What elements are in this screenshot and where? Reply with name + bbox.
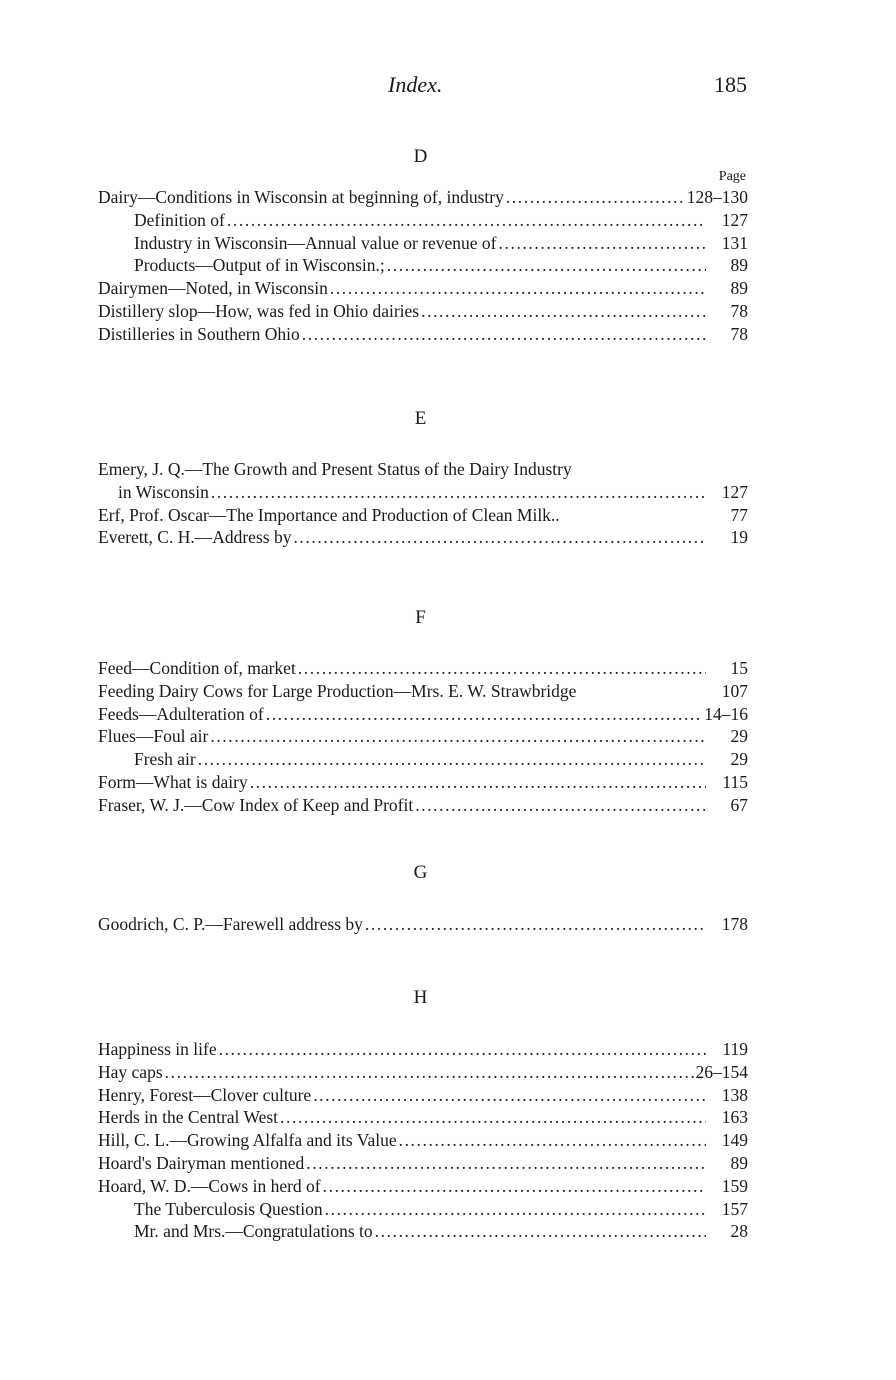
- entry-label: Henry, Forest—Clover culture: [98, 1084, 312, 1105]
- index-entry-continuation: [98, 481, 748, 504]
- entry-page: 163: [721, 1107, 748, 1128]
- entry-label: Everett, C. H.—Address by: [98, 527, 292, 548]
- index-subentry: [98, 232, 748, 255]
- entry-label: Products—Output of in Wisconsin.;: [134, 255, 385, 276]
- entry-label: Feed—Condition of, market: [98, 658, 296, 678]
- entry-list: [98, 458, 748, 549]
- dot-leader: [250, 771, 706, 794]
- section-d: [98, 146, 748, 346]
- entry-page: 19: [730, 527, 748, 548]
- entry-label: Mr. and Mrs.—Congratulations to: [134, 1221, 373, 1242]
- entry-label: Hoard's Dairyman mentioned: [98, 1152, 305, 1173]
- entry-page: 78: [730, 300, 748, 321]
- entry-label: Fraser, W. J.—Cow Index of Keep and Profit: [98, 794, 414, 815]
- index-entry: [98, 1175, 748, 1198]
- index-entry: [98, 1084, 748, 1107]
- dot-leader: [365, 913, 706, 936]
- entry-page: 115: [722, 771, 748, 792]
- index-entry: [98, 794, 748, 817]
- dot-leader: [415, 794, 706, 817]
- entry-page: 14–16: [704, 703, 748, 724]
- entry-label: Feeds—Adulteration of: [98, 703, 264, 724]
- index-subentry: [98, 209, 748, 232]
- entry-label: Happiness in life: [98, 1039, 217, 1059]
- index-entry: [98, 300, 748, 323]
- running-title: Index.: [388, 72, 443, 97]
- dot-leader: [499, 232, 706, 255]
- entry-label: Hoard, W. D.—Cows in herd of: [98, 1175, 321, 1196]
- section-letter: F: [415, 607, 426, 628]
- index-entry: [98, 1152, 748, 1175]
- section-letter: H: [413, 987, 428, 1008]
- entry-page: 127: [721, 209, 748, 230]
- entry-list: [98, 913, 748, 936]
- entry-page: 26–154: [695, 1061, 748, 1082]
- dot-leader: [330, 277, 706, 300]
- dot-leader: [210, 725, 706, 748]
- dot-leader: [211, 481, 706, 504]
- dot-leader: [280, 1106, 706, 1129]
- index-entry: [98, 186, 748, 209]
- index-entry: [98, 323, 748, 346]
- running-head: [0, 72, 896, 106]
- section-e: [98, 408, 748, 549]
- dot-leader: [323, 1175, 706, 1198]
- entry-list: [98, 186, 748, 346]
- entry-label: Dairy—Conditions in Wisconsin at beginning of, industry: [98, 187, 504, 207]
- index-entry: [98, 913, 748, 936]
- entry-label: Form—What is dairy: [98, 771, 248, 792]
- index-entry: [98, 1061, 748, 1084]
- entry-page: 77: [730, 504, 748, 525]
- index-entry: [98, 277, 748, 300]
- entry-page: 149: [721, 1130, 748, 1151]
- entry-label: Distilleries in Southern Ohio: [98, 323, 300, 344]
- entry-page: 89: [730, 255, 748, 276]
- entry-page: 89: [730, 1152, 748, 1173]
- entry-label: Emery, J. Q.—The Growth and Present Status of the Dairy Industry: [98, 459, 572, 479]
- entry-label: Dairymen—Noted, in Wisconsin: [98, 278, 328, 299]
- entry-label: Herds in the Central West: [98, 1107, 279, 1128]
- index-entry: [98, 771, 748, 794]
- section-f: [98, 607, 748, 817]
- dot-leader: [313, 1084, 706, 1107]
- dot-leader: [198, 748, 706, 771]
- index-entry: [98, 1129, 748, 1152]
- entry-label: Flues—Foul air: [98, 726, 209, 747]
- entry-page: 138: [721, 1084, 748, 1105]
- entry-label: Hay caps: [98, 1061, 163, 1082]
- dot-leader: [306, 1152, 706, 1175]
- entry-page: 178: [721, 914, 748, 934]
- dot-leader: [399, 1129, 706, 1152]
- entry-label: Distillery slop—How, was fed in Ohio dairies: [98, 300, 420, 321]
- dot-leader: [506, 186, 685, 209]
- index-entry: [98, 504, 748, 527]
- entry-label: in Wisconsin: [118, 481, 209, 502]
- entry-page: 128–130: [686, 187, 748, 207]
- page-column-label: Page: [718, 169, 746, 184]
- index-entry: [98, 1106, 748, 1129]
- entry-page: 89: [730, 278, 748, 299]
- page-number: 185: [714, 72, 747, 97]
- entry-page: 119: [722, 1039, 748, 1059]
- entry-page: 107: [721, 680, 748, 701]
- dot-leader: [165, 1061, 694, 1084]
- entry-list: [98, 657, 748, 817]
- index-subentry: [98, 748, 748, 771]
- entry-list: [98, 1038, 748, 1243]
- dot-leader: [227, 209, 706, 232]
- entry-page: 78: [730, 323, 748, 344]
- section-letter: E: [414, 408, 427, 429]
- entry-page: 15: [730, 658, 748, 678]
- entry-page: 29: [730, 749, 748, 770]
- entry-label: Erf, Prof. Oscar—The Importance and Production of Clean Milk..: [98, 504, 560, 525]
- section-h: [98, 987, 748, 1243]
- entry-label: Industry in Wisconsin—Annual value or revenue of: [134, 232, 497, 253]
- dot-leader: [302, 323, 706, 346]
- entry-page: 67: [730, 794, 748, 815]
- section-letter: G: [413, 862, 428, 883]
- entry-page: 159: [721, 1175, 748, 1196]
- dot-leader: [293, 526, 706, 549]
- dot-leader: [325, 1198, 706, 1221]
- section-g: [98, 862, 748, 936]
- index-entry: [98, 1038, 748, 1061]
- entry-page: 29: [730, 726, 748, 747]
- entry-page: 131: [721, 232, 748, 253]
- entry-label: Definition of: [134, 209, 225, 230]
- index-subentry: [98, 254, 748, 277]
- index-entry: [98, 703, 748, 726]
- dot-leader: [375, 1220, 706, 1243]
- dot-leader: [298, 657, 706, 680]
- entry-label: Fresh air: [134, 749, 196, 770]
- index-entry: [98, 725, 748, 748]
- dot-leader: [266, 703, 703, 726]
- index-subentry: [98, 1220, 748, 1243]
- index-entry: [98, 458, 748, 481]
- section-letter: D: [413, 146, 428, 167]
- index-subentry: [98, 1198, 748, 1221]
- entry-label: Goodrich, C. P.—Farewell address by: [98, 914, 363, 934]
- index-entry: [98, 657, 748, 680]
- dot-leader: [219, 1038, 706, 1061]
- entry-page: 127: [721, 481, 748, 502]
- dot-leader: [387, 254, 706, 277]
- index-entry: [98, 526, 748, 549]
- index-entry: [98, 680, 748, 703]
- entry-label: The Tuberculosis Question: [134, 1198, 323, 1219]
- entry-label: Hill, C. L.—Growing Alfalfa and its Value: [98, 1130, 397, 1151]
- entry-page: 157: [721, 1198, 748, 1219]
- dot-leader: [421, 300, 706, 323]
- entry-label: Feeding Dairy Cows for Large Production—Mrs. E. W. Strawbridge: [98, 680, 577, 701]
- entry-page: 28: [730, 1221, 748, 1242]
